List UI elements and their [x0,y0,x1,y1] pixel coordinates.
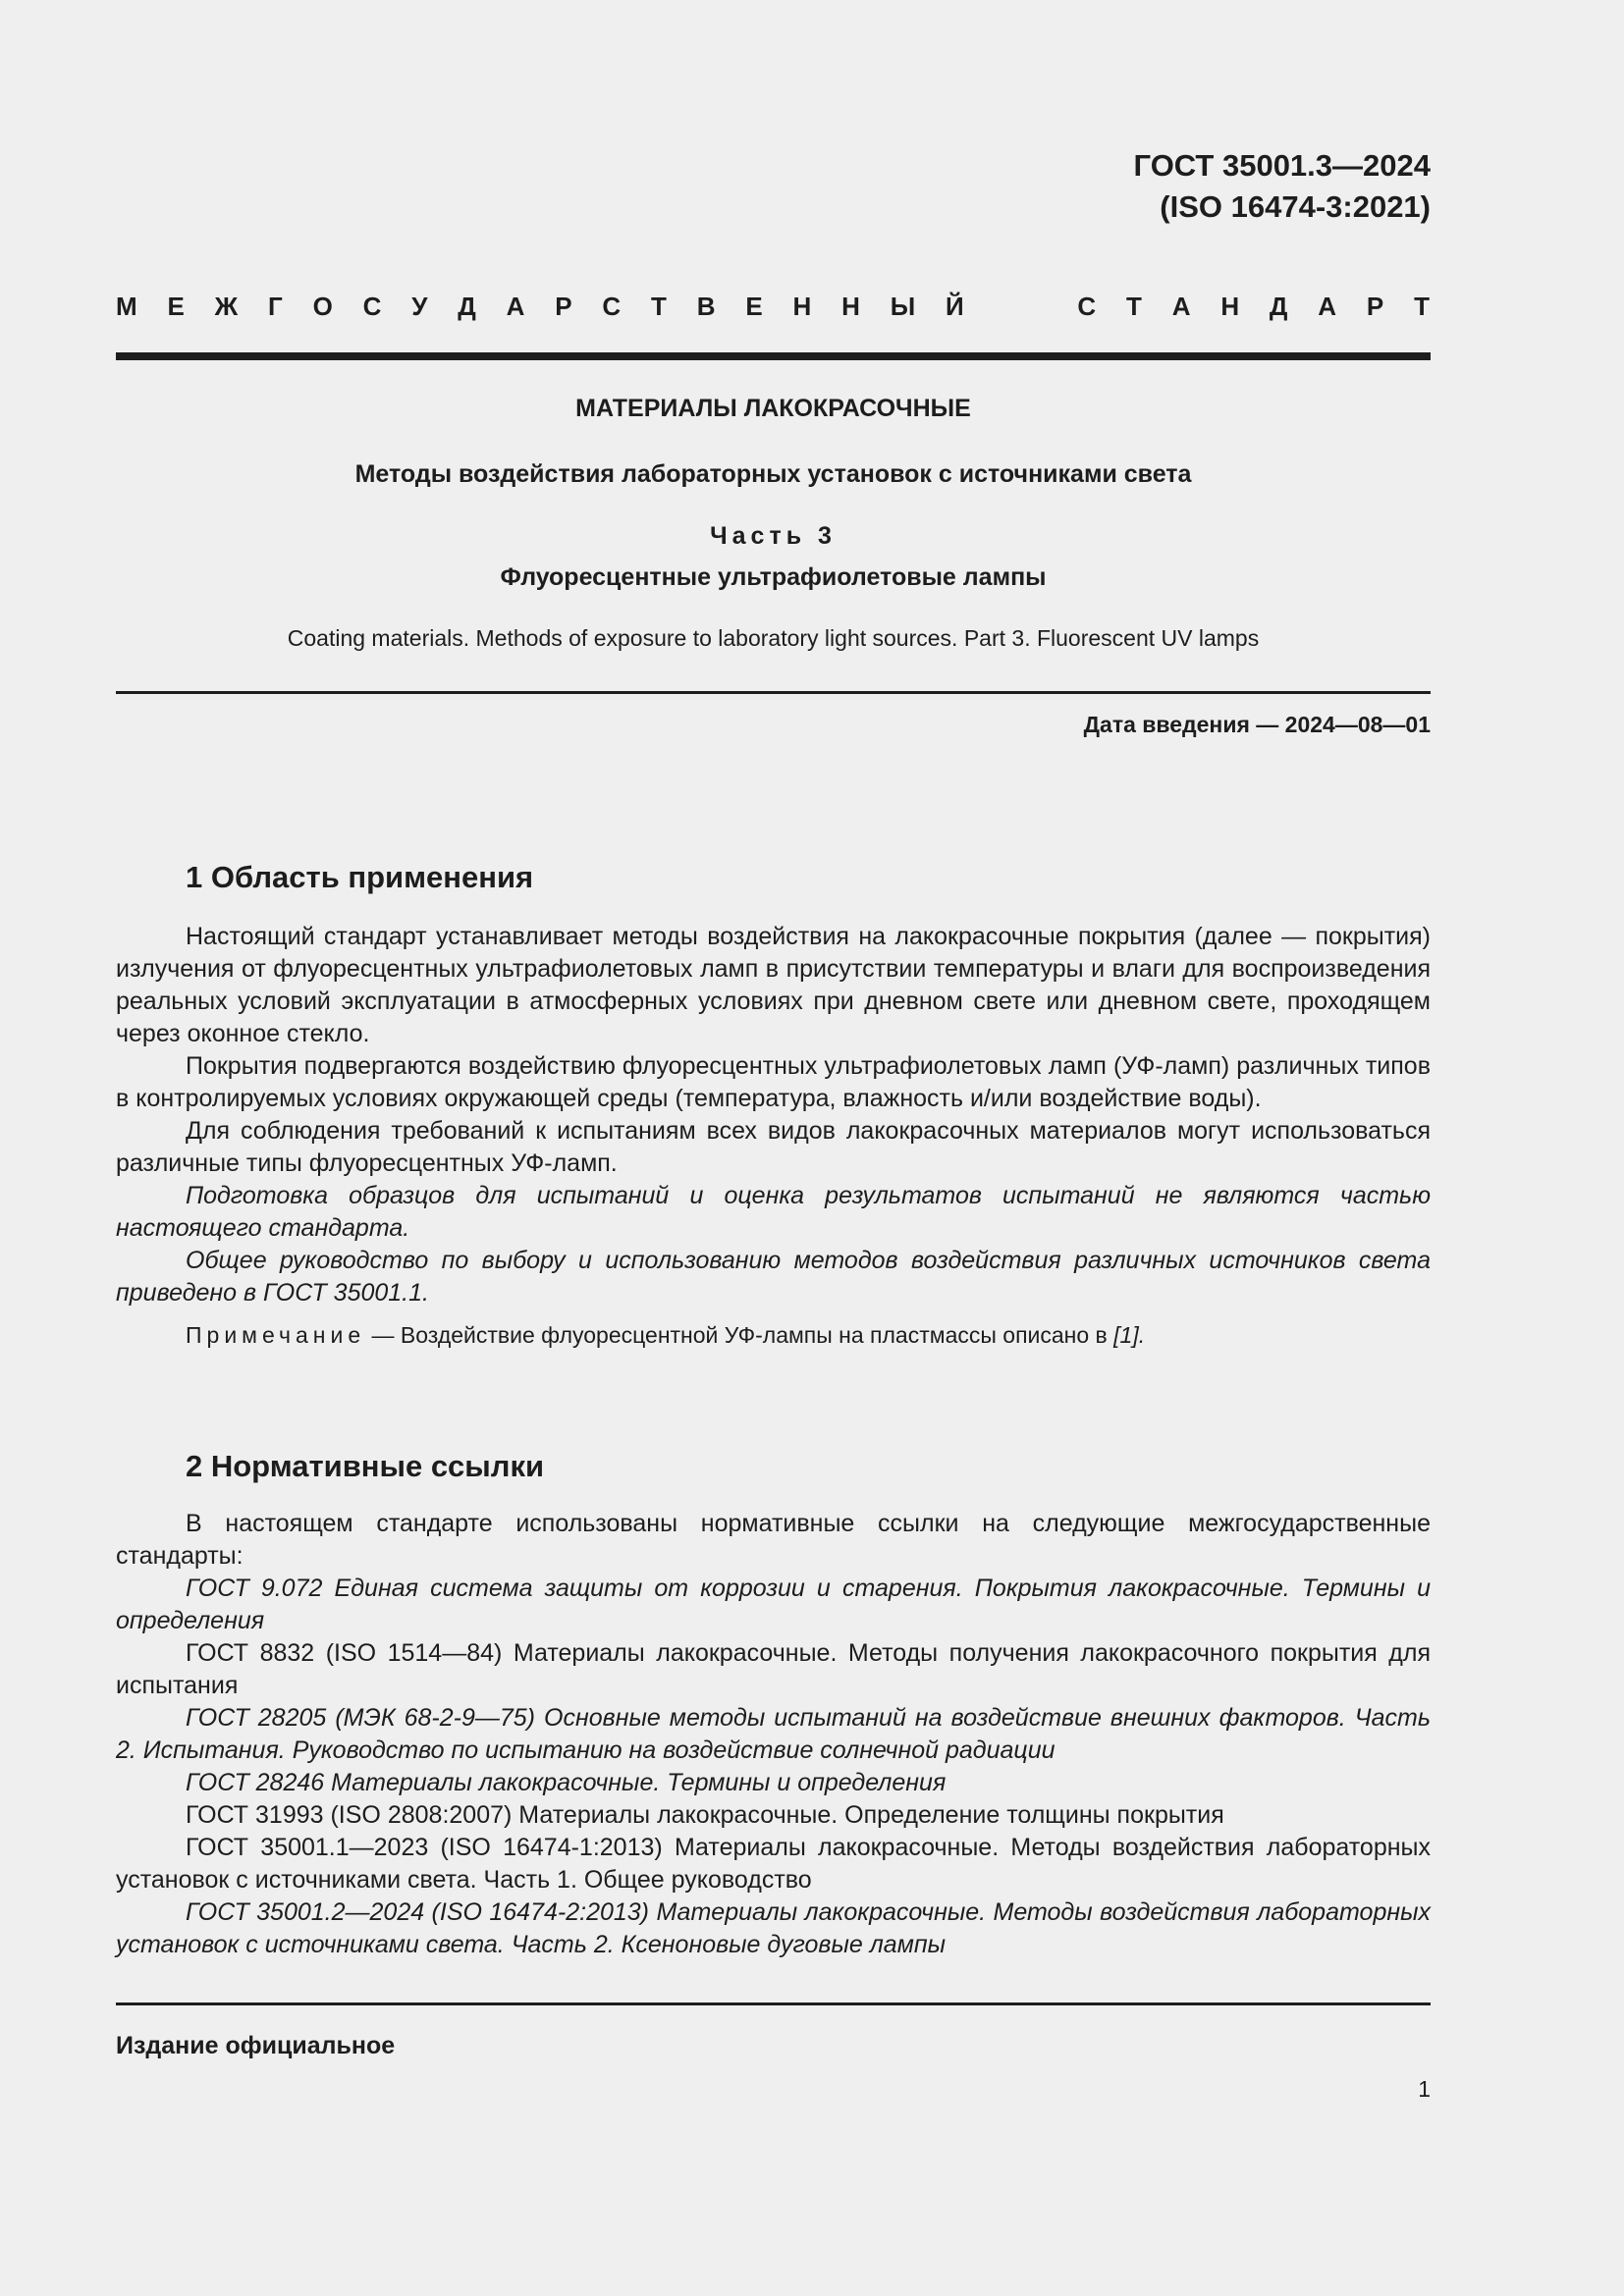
reference-title: Материалы лакокрасочные. Определение толщины покрытия [518,1801,1224,1829]
title-english: Coating materials. Methods of exposure to laboratory light sources. Part 3. Fluorescent UV lamps [287,625,1260,651]
reference-code: ГОСТ 28246 [186,1769,325,1796]
banner-letter: С [602,292,622,321]
section1-paragraph: Для соблюдения требований к испытаниям всех видов лакокрасочных материалов могут использоваться различные типы флуоресцентных УФ-ламп. [116,1117,1431,1177]
banner-letter: Т [651,292,667,321]
section1-paragraph: Общее руководство по выбору и использованию методов воздействия различных источников света приведено в ГОСТ 35001.1. [116,1247,1431,1307]
reference-item [116,1896,1431,1961]
banner-letter: Д [1269,292,1288,321]
reference-code: ГОСТ 9.072 [186,1575,323,1602]
reference-code: ГОСТ 35001.2—2024 (ISO 16474-2:2013) [186,1898,650,1926]
reference-code: ГОСТ 31993 (ISO 2808:2007) [186,1801,513,1829]
title-part-name: Флуоресцентные ультрафиолетовые лампы [500,563,1047,591]
section2-body [116,1508,1431,1961]
footer-rule [116,2002,1431,2005]
iso-number: (ISO 16474-3:2021) [1160,189,1431,224]
header-rule [116,352,1431,360]
reference-title: Материалы лакокрасочные. Термины и определения [331,1769,947,1796]
page-number: 1 [1418,2076,1431,2102]
reference-item [116,1702,1431,1767]
banner-letter: Д [458,292,476,321]
reference-title: Материалы лакокрасочные. Методы получения лакокрасочного покрытия для испытания [116,1639,1432,1699]
title-main: МАТЕРИАЛЫ ЛАКОКРАСОЧНЫЕ [575,395,971,422]
banner-letter: Е [745,292,763,321]
reference-item [116,1832,1431,1896]
banner-letter: Н [1220,292,1240,321]
section1-heading: 1 Область применения [186,860,534,894]
banner-letter: Т [1125,292,1142,321]
banner-letter: Т [1414,292,1430,321]
reference-code: ГОСТ 8832 (ISO 1514—84) [186,1639,503,1667]
intro-date: Дата введения — 2024—08—01 [1083,712,1431,737]
banner-letter: С [1077,292,1097,321]
doc-number: ГОСТ 35001.3—2024 [1133,148,1431,183]
section1-paragraph: Подготовка образцов для испытаний и оценка результатов испытаний не являются частью настоящего стандарта. [116,1182,1431,1242]
reference-title: Материалы лакокрасочные. Методы воздействия лабораторных установок с источниками света. Часть 2. Ксеноновые дуговые лампы [116,1898,1431,1958]
note-label: Примечание [186,1322,366,1348]
reference-item [116,1767,1431,1799]
reference-title: Основные методы испытаний на воздействие внешних факторов. Часть 2. Испытания. Руководство по испытанию на воздействие солнечной радиации [116,1704,1431,1764]
note-ref: [1]. [1113,1322,1146,1348]
reference-item [116,1637,1431,1702]
banner-letter: Ы [890,292,916,321]
doc-number-block [1134,145,1431,228]
banner-letter: О [312,292,333,321]
title-part: Часть 3 [710,522,837,550]
banner-letter: Е [167,292,185,321]
banner-letter: А [506,292,525,321]
banner-letter: А [1318,292,1337,321]
banner-letter: А [1171,292,1191,321]
title-sub: Методы воздействия лабораторных установок с источниками света [354,460,1192,488]
banner-letter: Й [946,292,964,321]
reference-code: ГОСТ 35001.1—2023 (ISO 16474-1:2013) [186,1834,663,1861]
section2-intro: В настоящем стандарте использованы нормативные ссылки на следующие межгосударственные стандарты: [116,1510,1431,1570]
banner-letter: Г [268,292,283,321]
reference-code: ГОСТ 28205 (МЭК 68-2-9—75) [186,1704,535,1732]
reference-title: Материалы лакокрасочные. Методы воздействия лабораторных установок с источниками света. Часть 1. Общее руководство [116,1834,1431,1894]
banner-letter: В [696,292,716,321]
section2-heading: 2 Нормативные ссылки [186,1449,545,1483]
banner-letter: М [116,292,137,321]
reference-item [116,1573,1431,1637]
banner-letter: Р [1366,292,1384,321]
section1-paragraph: Покрытия подвергаются воздействию флуоресцентных ультрафиолетовых ламп (УФ-ламп) различных типов в контролируемых условиях окружающей среды (температура, влажность и/или воздействие воды). [116,1052,1431,1112]
banner-letter: Н [841,292,860,321]
title-rule [116,691,1431,694]
banner-letter: Н [792,292,812,321]
note-text: — Воздействие флуоресцентной УФ-лампы на пластмассы описано в [365,1322,1114,1348]
banner-letter: У [411,292,428,321]
reference-title: Единая система защиты от коррозии и старения. Покрытия лакокрасочные. Термины и определения [116,1575,1432,1634]
section1-paragraph: Настоящий стандарт устанавливает методы воздействия на лакокрасочные покрытия (далее — покрытия) излучения от флуоресцентных ультрафиолетовых ламп в присутствии температуры и влаги для воспроизведения реальных условий эксплуатации в атмосферных условиях при дневном свете или дневном свете, проходящем через оконное стекло. [116,923,1431,1047]
reference-item [116,1799,1431,1832]
section1-body [116,921,1431,1352]
banner-letter: Ж [214,292,239,321]
section1-note [116,1319,1431,1352]
official-edition-label: Издание официальное [116,2032,396,2059]
interstate-standard-banner [116,289,1430,324]
banner-letter: Р [555,292,572,321]
banner-letter: С [362,292,382,321]
